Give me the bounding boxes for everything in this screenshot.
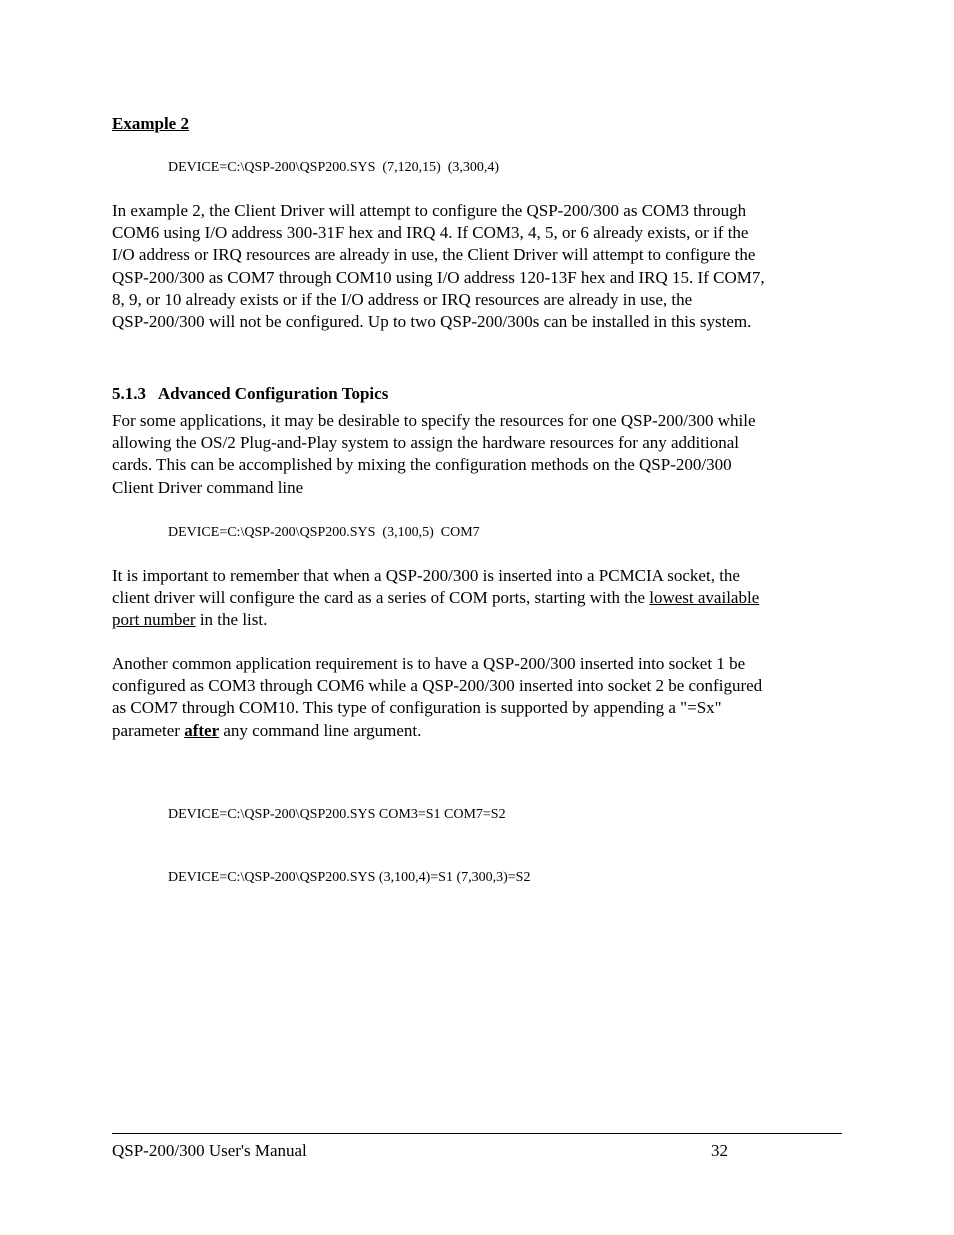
paragraph-line: In example 2, the Client Driver will attempt to configure the QSP-200/300 as COM3 through <box>112 201 747 220</box>
section-heading <box>112 383 388 405</box>
section-title: Advanced Configuration Topics <box>157 384 389 403</box>
section-number: 5.1.3 <box>112 384 146 403</box>
code-line: DEVICE=C:\QSP-200\QSP200.SYS (3,100,4)=S1 (7,300,3)=S2 <box>168 870 531 885</box>
paragraph-line: 8, 9, or 10 already exists or if the I/O address or IRQ resources are already in use, the <box>112 289 693 309</box>
text-run: any command line argument. <box>219 720 422 740</box>
example-heading: Example 2 <box>112 114 189 133</box>
paragraph-line <box>112 720 847 742</box>
paragraph-line: configured as COM3 through COM6 while a QSP-200/300 inserted into socket 2 be configured <box>112 676 763 696</box>
paragraph-line: QSP-200/300 will not be configured. Up to two QSP-200/300s can be installed in this system. <box>112 312 752 332</box>
footer-divider <box>112 1133 842 1134</box>
paragraph-line: Client Driver command line <box>112 477 304 497</box>
underlined-emphasis: lowest available <box>649 588 760 608</box>
bold-underlined-emphasis: after <box>184 720 220 740</box>
paragraph-line: It is important to remember that when a QSP-200/300 is inserted into a PCMCIA socket, the <box>112 566 740 585</box>
code-line: DEVICE=C:\QSP-200\QSP200.SYS COM3=S1 COM7=S2 <box>168 807 506 822</box>
paragraph-line: QSP-200/300 as COM7 through COM10 using I/O address 120-13F hex and IRQ 15. If COM7, <box>112 267 765 287</box>
code-line: DEVICE=C:\QSP-200\QSP200.SYS (3,100,5) COM7 <box>168 525 480 540</box>
text-run: in the list. <box>195 610 268 630</box>
paragraph-line: as COM7 through COM10. This type of configuration is supported by appending a "=Sx" <box>112 698 722 718</box>
text-run: client driver will configure the card as a series of COM ports, starting with the <box>112 588 650 608</box>
paragraph-pcmcia-note <box>112 565 847 632</box>
paragraph-line: allowing the OS/2 Plug-and-Play system to assign the hardware resources for any additional <box>112 433 739 453</box>
paragraph-line: cards. This can be accomplished by mixing the configuration methods on the QSP-200/300 <box>112 455 732 475</box>
paragraph-advanced-intro <box>112 410 847 499</box>
footer-page-number: 32 <box>711 1141 728 1160</box>
code-line: DEVICE=C:\QSP-200\QSP200.SYS (7,120,15) (3,300,4) <box>168 160 500 175</box>
code-block <box>168 762 530 909</box>
paragraph-socket-config <box>112 653 847 742</box>
paragraph-line: Another common application requirement is to have a QSP-200/300 inserted into socket 1 be <box>112 654 746 673</box>
paragraph-line: I/O address or IRQ resources are already in use, the Client Driver will attempt to configure the <box>112 245 756 265</box>
paragraph-example-explanation <box>112 200 847 333</box>
paragraph-line: For some applications, it may be desirable to specify the resources for one QSP-200/300 while <box>112 411 756 430</box>
paragraph-line <box>112 587 847 609</box>
paragraph-line <box>112 609 847 631</box>
text-run: parameter <box>112 720 185 740</box>
underlined-emphasis: port number <box>112 610 196 630</box>
paragraph-line: COM6 using I/O address 300-31F hex and IRQ 4. If COM3, 4, 5, or 6 already exists, or if the <box>112 223 749 243</box>
footer-manual-title: QSP-200/300 User's Manual <box>112 1141 307 1160</box>
